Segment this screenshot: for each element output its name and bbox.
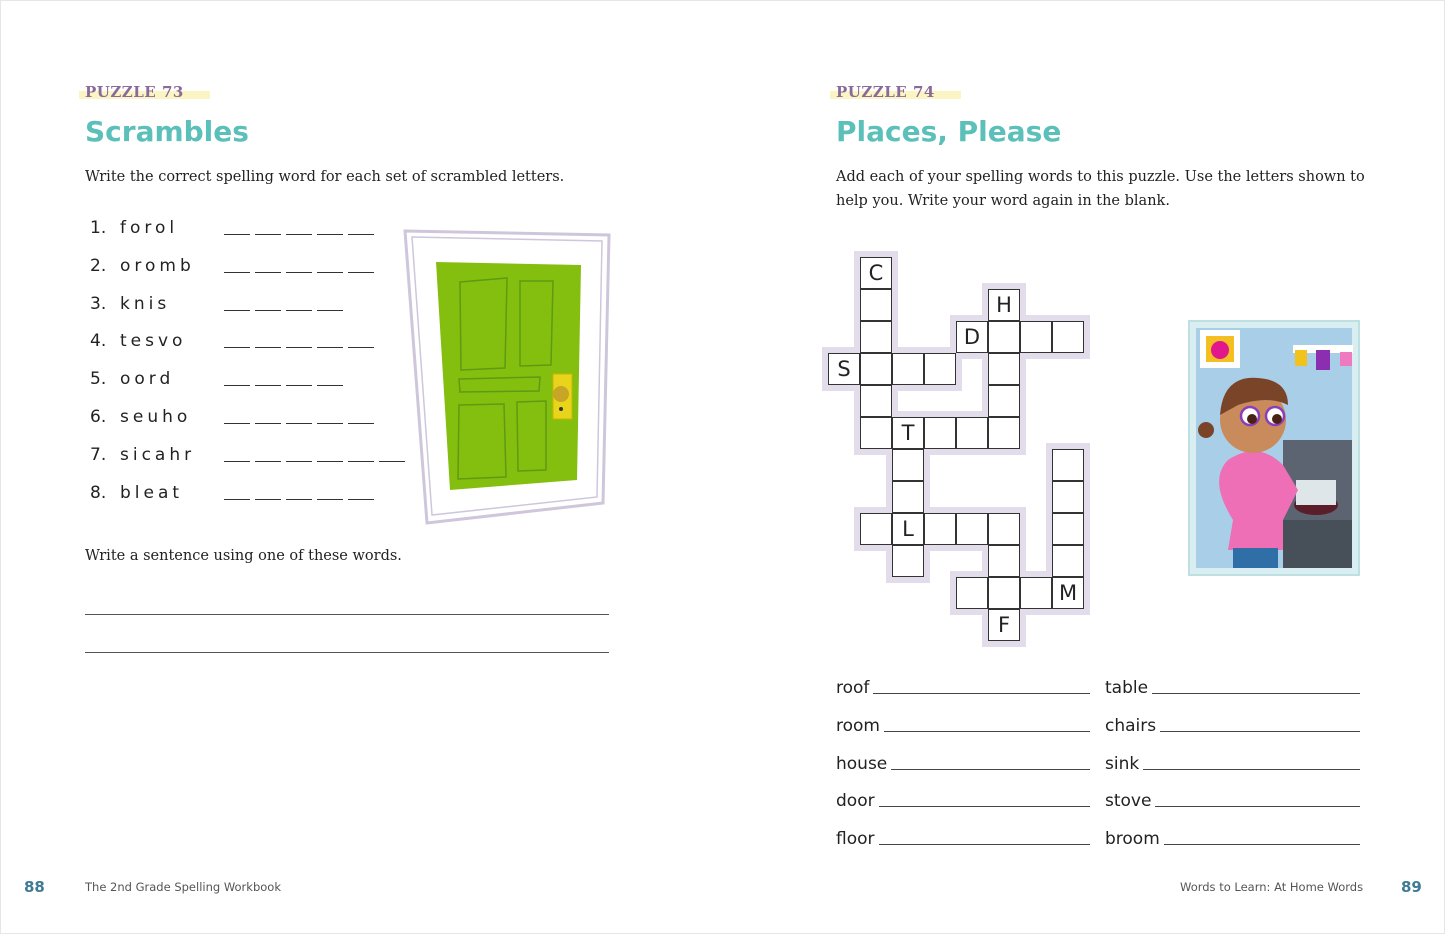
instruction-line-2: help you. Write your word again in the blank. [836,193,1170,209]
letter-blank[interactable] [317,385,343,386]
crossword-cell[interactable] [956,417,988,449]
letter-blank[interactable] [286,423,312,424]
letter-blank[interactable] [317,272,343,273]
item-number: 5. [90,369,107,390]
footer-left: The 2nd Grade Spelling Workbook [85,880,281,894]
letter-blank[interactable] [255,272,281,273]
answer-line[interactable] [879,844,1091,845]
letter-blank[interactable] [255,499,281,500]
word-list-item [836,750,1090,774]
letter-blank[interactable] [255,385,281,386]
letter-blank[interactable] [255,234,281,235]
crossword-cell[interactable] [988,417,1020,449]
answer-line[interactable] [1164,844,1360,845]
crossword-cell: T [892,417,924,449]
answer-line[interactable] [1160,731,1360,732]
letter-blank[interactable] [317,499,343,500]
letter-blank[interactable] [255,347,281,348]
instruction-text: Write the correct spelling word for each set of scrambled letters. [85,169,565,185]
item-number: 3. [90,293,107,314]
crossword-cell[interactable] [1020,321,1052,353]
spelling-word: house [836,753,888,774]
word-list-item [1105,825,1360,849]
crossword-cell[interactable] [924,353,956,385]
crossword-cell[interactable] [892,449,924,481]
spelling-word: room [836,715,880,736]
crossword-cell[interactable] [860,321,892,353]
letter-blank[interactable] [224,310,250,311]
letter-blank[interactable] [286,499,312,500]
instruction-line-1: Add each of your spelling words to this puzzle. Use the letters shown to [836,169,1365,185]
answer-line[interactable] [1143,769,1360,770]
letter-blank[interactable] [255,461,281,462]
crossword-cell[interactable] [988,577,1020,609]
crossword-cell: L [892,513,924,545]
footer-right: Words to Learn: At Home Words [1180,880,1364,894]
word-list-item [836,674,1090,698]
letter-blank[interactable] [286,347,312,348]
crossword-cell: H [988,289,1020,321]
scrambled-letters: oromb [120,255,195,276]
answer-blanks[interactable] [224,347,374,348]
door-illustration [400,225,615,530]
item-number: 1. [90,218,107,238]
page-number-right: 89 [1401,878,1422,896]
crossword-cell: F [988,609,1020,641]
answer-blanks[interactable] [224,423,374,424]
crossword-cell[interactable] [956,577,988,609]
puzzle-label: PUZZLE 73 [79,83,210,101]
letter-blank[interactable] [255,310,281,311]
spelling-word: sink [1105,753,1140,774]
letter-blank[interactable] [224,272,250,273]
word-list-item [1105,674,1360,698]
answer-line[interactable] [1155,806,1360,807]
crossword-cell[interactable] [988,385,1020,417]
letter-blank[interactable] [224,499,250,500]
word-list-item [1105,787,1360,811]
item-number: 8. [90,482,107,503]
crossword-cell[interactable] [988,321,1020,353]
sentence-line-2[interactable] [85,652,609,653]
crossword-cell[interactable] [1052,481,1084,513]
crossword-cell[interactable] [988,513,1020,545]
answer-blanks[interactable] [224,461,405,462]
crossword-cell[interactable] [988,353,1020,385]
answer-blanks[interactable] [224,499,374,500]
answer-line[interactable] [884,731,1090,732]
spelling-word: floor [836,829,875,850]
scrambled-letters: knis [120,293,171,314]
letter-blank[interactable] [348,234,374,235]
answer-blanks[interactable] [224,310,343,311]
item-number: 4. [90,331,107,352]
letter-blank[interactable] [317,347,343,348]
word-list-item [1105,750,1360,774]
item-number: 7. [90,444,107,465]
page-title: Places, Please [836,115,1062,148]
word-list-item [836,787,1090,811]
spelling-word: roof [836,678,870,698]
answer-blanks[interactable] [224,234,374,235]
crossword-cell[interactable] [1052,321,1084,353]
crossword-cell[interactable] [1052,545,1084,577]
answer-line[interactable] [873,693,1090,694]
letter-blank[interactable] [317,310,343,311]
letter-blank[interactable] [286,272,312,273]
crossword-cell: M [1052,577,1084,609]
scrambled-letters: oord [120,369,175,390]
letter-blank[interactable] [348,347,374,348]
crossword-cell: C [860,257,892,289]
letter-blank[interactable] [286,385,312,386]
word-list-item [836,712,1090,736]
answer-line[interactable] [891,769,1090,770]
crossword-cell[interactable] [892,481,924,513]
answer-blanks[interactable] [224,385,343,386]
crossword-cell[interactable] [1052,449,1084,481]
letter-blank[interactable] [286,234,312,235]
instruction-text [836,165,1365,213]
word-list-item [836,825,1090,849]
girl-cooking-illustration [1188,320,1360,576]
letter-blank[interactable] [286,310,312,311]
crossword-cell[interactable] [892,545,924,577]
letter-blank[interactable] [348,272,374,273]
crossword-cell: D [956,321,988,353]
letter-blank[interactable] [255,423,281,424]
letter-blank[interactable] [317,423,343,424]
page-title: Scrambles [85,115,249,148]
letter-blank[interactable] [286,461,312,462]
letter-blank[interactable] [317,234,343,235]
crossword-cell[interactable] [1020,577,1052,609]
spelling-word: table [1105,678,1149,698]
letter-blank[interactable] [348,499,374,500]
crossword-cell: S [828,353,860,385]
item-number: 6. [90,407,107,427]
spelling-word: broom [1105,829,1160,850]
crossword-cell[interactable] [924,417,956,449]
crossword-cell[interactable] [860,513,892,545]
crossword-cell[interactable] [892,353,924,385]
letter-blank[interactable] [224,461,250,462]
answer-line[interactable] [879,806,1090,807]
puzzle-label: PUZZLE 74 [830,83,961,101]
scrambled-letters: sicahr [120,444,196,465]
crossword-cell[interactable] [860,353,892,385]
scrambled-letters: tesvo [120,331,187,352]
page-number-left: 88 [24,878,45,896]
crossword-cell[interactable] [988,545,1020,577]
scrambled-letters: seuho [120,407,192,427]
sentence-prompt: Write a sentence using one of these words. [85,548,402,564]
scrambled-letters: forol [120,218,179,238]
crossword-cell[interactable] [860,289,892,321]
letter-blank[interactable] [348,423,374,424]
answer-line[interactable] [1152,693,1360,694]
letter-blank[interactable] [317,461,343,462]
crossword-cell[interactable] [956,513,988,545]
letter-blank[interactable] [224,423,250,424]
crossword-cell[interactable] [1052,513,1084,545]
crossword-cell[interactable] [860,385,892,417]
item-number: 2. [90,255,107,276]
answer-blanks[interactable] [224,272,374,273]
letter-blank[interactable] [224,347,250,348]
spelling-word: stove [1105,791,1152,812]
word-list-item [1105,712,1360,736]
letter-blank[interactable] [348,461,374,462]
letter-blank[interactable] [224,385,250,386]
letter-blank[interactable] [224,234,250,235]
spelling-word: chairs [1105,715,1157,736]
scrambled-letters: bleat [120,482,184,503]
crossword-cell[interactable] [860,417,892,449]
sentence-line-1[interactable] [85,614,609,615]
crossword-cell[interactable] [924,513,956,545]
spelling-word: door [836,791,875,812]
